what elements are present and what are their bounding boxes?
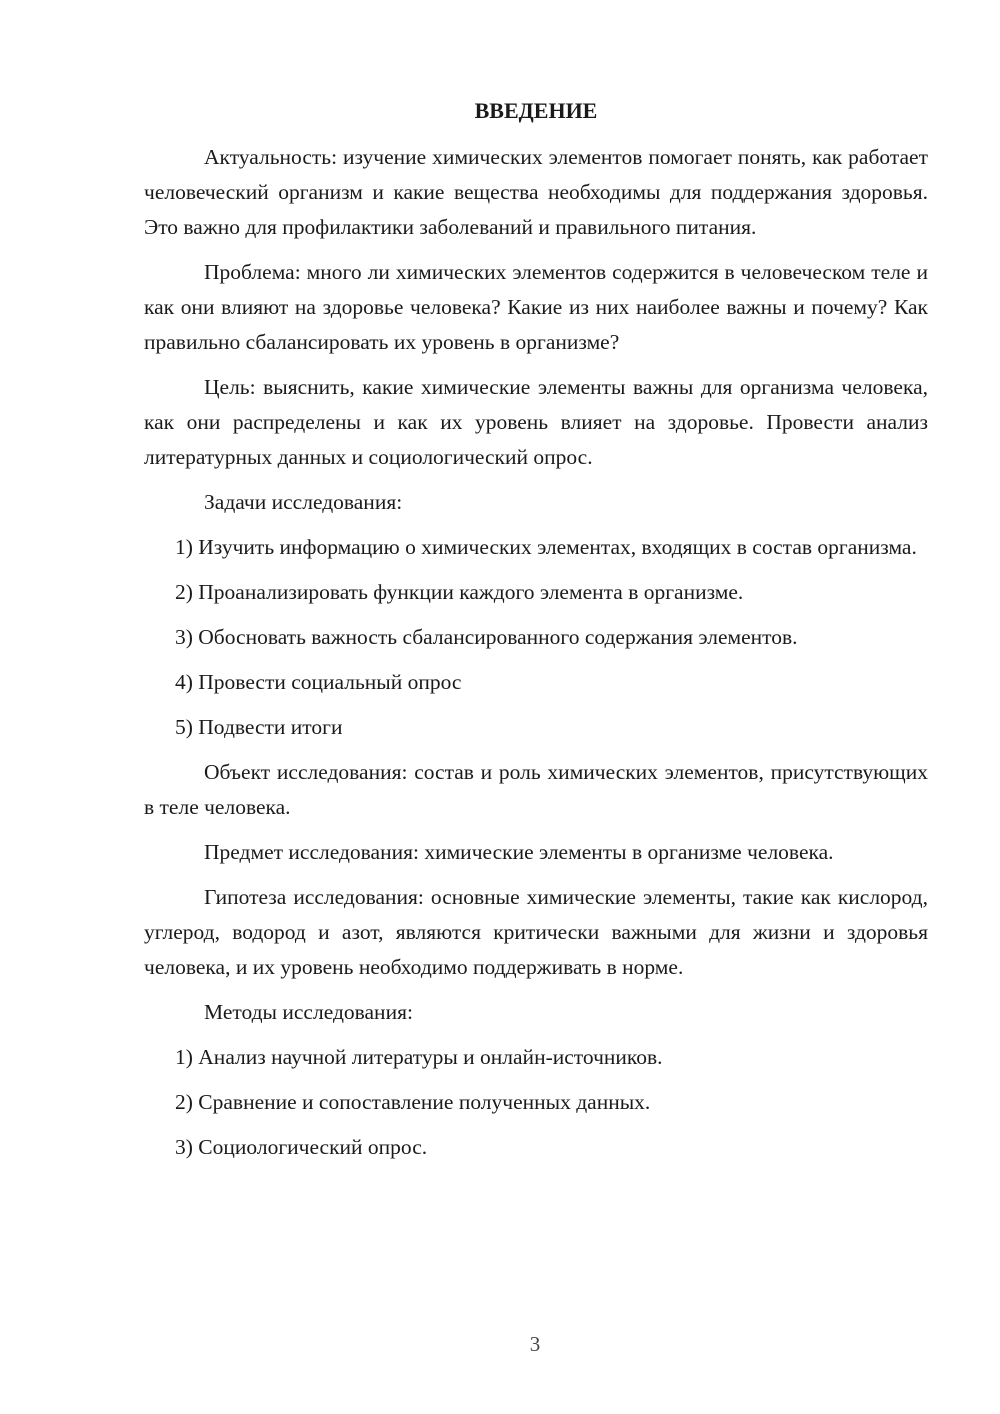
list-item: 1) Анализ научной литературы и онлайн-источников.	[175, 1045, 663, 1069]
problem-paragraph: Проблема: много ли химических элементов содержится в человеческом теле и как они влияют на здоровье человека? Какие из них наиболее важны и почему? Как правильно сбалансировать их уровень в организме?	[144, 260, 928, 354]
subject-paragraph: Предмет исследования: химические элементы в организме человека.	[204, 840, 834, 864]
goal-paragraph: Цель: выяснить, какие химические элементы важны для организма человека, как они распределены и как их уровень влияет на здоровье. Провести анализ литературных данных и социологический опрос.	[144, 375, 928, 469]
page-title: ВВЕДЕНИЕ	[474, 98, 598, 123]
list-item: 2) Проанализировать функции каждого элемента в организме.	[175, 580, 744, 604]
object-paragraph: Объект исследования: состав и роль химических элементов, присутствующих в теле человека.	[144, 760, 928, 819]
list-item: 3) Обосновать важность сбалансированного содержания элементов.	[175, 625, 798, 649]
tasks-heading: Задачи исследования:	[204, 490, 403, 514]
tasks-list	[144, 530, 928, 745]
hypothesis-paragraph: Гипотеза исследования: основные химические элементы, такие как кислород, углерод, водород и азот, являются критически важными для жизни и здоровья человека, и их уровень необходимо поддерживать в норме.	[144, 885, 928, 979]
list-item: 3) Социологический опрос.	[175, 1135, 428, 1159]
list-item: 1) Изучить информацию о химических элементах, входящих в состав организма.	[175, 535, 917, 559]
list-item: 2) Сравнение и сопоставление полученных данных.	[175, 1090, 651, 1114]
page-number: 3	[529, 1332, 541, 1356]
relevance-paragraph: Актуальность: изучение химических элементов помогает понять, как работает человеческий организм и какие вещества необходимы для поддержания здоровья. Это важно для профилактики заболеваний и правильного питания.	[144, 145, 928, 239]
methods-heading: Методы исследования:	[204, 1000, 413, 1024]
list-item: 5) Подвести итоги	[175, 715, 343, 739]
document-page	[144, 96, 928, 1175]
methods-list	[144, 1040, 928, 1165]
list-item: 4) Провести социальный опрос	[175, 670, 462, 694]
